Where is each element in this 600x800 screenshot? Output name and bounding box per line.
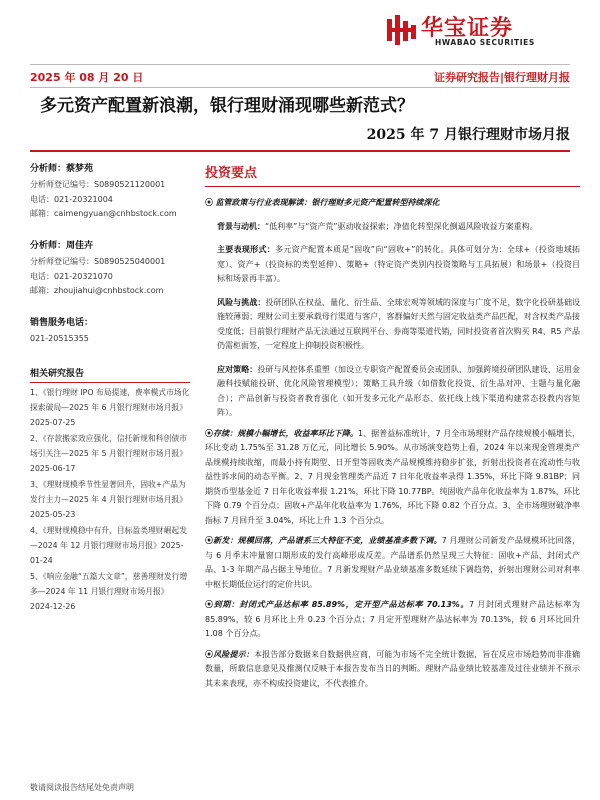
section-title: 新发：规模回落，产品谱系三大特征不变，业绩基准多数下调。: [213, 536, 442, 545]
analyst-cert: 分析师登记编号：S0890521120001: [30, 180, 166, 189]
related-report-item[interactable]: 2、《存款搬家效应强化，信托新规和科创债市场引关注—2025 年 5 月银行理财市场月报》2025-06-17: [30, 434, 187, 473]
section-new-issuance: [205, 534, 580, 592]
section-policy: [205, 196, 580, 211]
report-meta-bar: [30, 64, 570, 88]
sub-text: “低利率”与“资产荒”驱动收益探索；净值化转型深化倒逼风险收益方案重构。: [265, 221, 538, 231]
related-report-item[interactable]: 3、《理财规模季节性显著回升，固收+产品为发行主力—2025 年 4 月银行理财市场月报》2025-05-23: [30, 480, 187, 519]
bullet-icon: ⦿: [205, 428, 213, 438]
section-text: 1、据普益标准统计，7 月全市场理财产品存续规模小幅增长，环比变动 1.75%至 31.28 万亿元，同比增长 5.90%。从市场演变趋势上看，2024 年以来现金管理类产品规模持续收缩，而最小持有期型、日开型等固收类产品规模维持稳步扩张，折射出投资者在流动性与收益性诉求间的动态平衡。2、7 月现金管理类产品近 7 日年化收益率录得 1.35%，环比下降 9.81BP；同期货币型基金近 7 日年化收益率报 1.21%，环比下降 10.77BP。纯固收产品年化收益率为 1.87%，环比下降 0.79 个百分点；固收+产品年化收益率为 1.76%，环比下降 0.82 个百分点。3、全市场理财破净率指标 7 月回升至 3.04%，环比上升 1.3 个百分点。: [205, 428, 580, 525]
brand-name-cn: 华宝证券: [421, 16, 514, 41]
analyst-email[interactable]: 邮箱：caimengyuan@cnhbstock.com: [30, 209, 177, 218]
bullet-icon: ⦿: [205, 600, 213, 609]
related-report-item[interactable]: 4、《理财规模稳中有升，目标盈类理财崛起发—2024 年 12 月银行理财市场月报》2025-01-24: [30, 526, 187, 565]
analyst-email[interactable]: 邮箱：zhoujiahui@cnhbstock.com: [30, 286, 164, 295]
sub-label: 风险与挑战：: [217, 297, 266, 307]
brand-logo-icon: [385, 13, 417, 47]
section-text: 7 月封闭式理财产品达标率为 85.89%，较 6 月环比上升 0.23 个百分点；7 月定开型理财产品达标率为 70.13%，较 6 月环比回升 1.08 个百分点。: [205, 600, 580, 638]
report-subtitle: 2025 年 7 月银行理财市场月报: [366, 127, 570, 143]
disclaimer-footer: 敬请阅读报告结尾处免责声明: [30, 783, 134, 792]
related-report-item[interactable]: 5、《响应金融“五篇大文章”，慈善理财发行增多—2024 年 11 月银行理财市场月报》2024-12-26: [30, 572, 188, 611]
analyst-cert: 分析师登记编号：S0890525040001: [30, 257, 166, 266]
sales-contact: [30, 315, 190, 347]
report-date: 2025 年 08 月 20 日: [30, 71, 144, 84]
sidebar: [30, 152, 190, 772]
bullet-icon: ⦿: [205, 649, 213, 659]
analyst-phone: 电话：021-20321004: [30, 194, 113, 204]
sub-text: 多元资产配置本质是“固收”向“固收+”的转化。具体可划分为：全球+（投资地域拓宽）、资产+（投资标的类型延伸）、策略+（特定资产类别内投资策略与工具拓展）和场景+（投资目标和场景再丰富）。: [217, 245, 581, 283]
report-title: 多元资产配置新浪潮，银行理财涌现哪些新范式？: [40, 96, 414, 116]
main-content: [205, 152, 580, 772]
sales-label: 销售服务电话：: [30, 318, 94, 328]
section-risk-warning: [205, 648, 580, 692]
section-title: 存续：规模小幅增长，收益率环比下降。: [213, 428, 358, 438]
investment-body: [205, 192, 580, 691]
sub-text: 投研团队在权益、量化、衍生品、全球宏观等领域的深度与广度不足，数字化投研基础设施较薄弱；理财公司主要承载母行渠道与客户，客群偏好天然与固定收益类产品匹配，对含权类产品接受度低；目前银行理财产品无法通过互联网平台、券商等渠道代销，同时投资者首次购买 R4、R5 产品仍需柜面签，一定程度上抑制投资积极性。: [217, 297, 581, 350]
report-type: 证券研究报告|银行理财月报: [433, 71, 570, 84]
investment-divider: [205, 186, 580, 187]
sub-text: 投研与风控体系重塑（加设立专职资产配置委员会或团队、加强跨境投研团队建设、运用金融科技赋能投研、优化风险管理模型）；策略工具升级（如借数化投资、衍生品对冲、主题与量化融合）；产品创新与投资者教育强化（如开发多元化产品形态、依托线上线下渠道构建常态投教内容矩阵）。: [217, 364, 580, 417]
analyst-card: [30, 238, 190, 299]
section-title: 监管政策与行业表现解读：银行理财多元资产配置转型持续深化: [215, 198, 440, 207]
section-text: 本报告部分数据来自数据供应商，可能为市场不完全统计数据，旨在反应市场趋势而非准确数量，所载信息意见及推测仅反映于本报告发布当日的判断。理财产品业绩比较基准及过往业绩并不预示其未来表现，亦不构成投资建议，不代表推介。: [205, 649, 580, 688]
brand-logo: [385, 10, 570, 56]
subsection-response: [205, 363, 580, 421]
section-outstanding: [205, 427, 580, 529]
sub-label: 应对策略：: [217, 364, 258, 374]
analyst-name: 分析师：周佳卉: [30, 241, 94, 251]
sub-label: 背景与动机：: [217, 221, 265, 231]
sub-label: 主要表现形式：: [217, 245, 276, 254]
section-title: 风险提示：: [213, 649, 254, 659]
sales-phone: 021-20515355: [30, 334, 89, 343]
analyst-card: [30, 161, 190, 222]
related-reports-heading: 相关研究报告: [30, 366, 190, 383]
related-report-item[interactable]: 1、《银行理财 IPO 布局提速，费率模式市场化探索破局—2025 年 6 月银行理财市场月报》2025-07-25: [30, 388, 190, 427]
subsection-risks: [205, 296, 580, 354]
related-reports-list: [30, 385, 190, 615]
brand-name-en: HWABAO SECURITIES: [435, 38, 535, 47]
analyst-phone: 电话：021-20321070: [30, 271, 113, 281]
bullet-icon: ⦿: [205, 536, 213, 545]
subsection-forms: [205, 243, 580, 287]
investment-highlights-heading: 投资要点: [205, 166, 258, 181]
section-text: 7 月理财公司新发产品规模环比回落，与 6 月季末冲量窗口期形成的发行高峰形成反差。产品谱系仍然呈现三大特征：固收+产品、封闭式产品、1-3 年期产品占据主导地位。7 月新发理财产品业绩基准多数延续下调趋势，折射出理财公司对利率中枢长期低位运行的定价共识。: [205, 536, 580, 589]
section-maturity: [205, 598, 580, 642]
section-title: 到期：封闭式产品达标率 85.89%，定开型产品达标率 70.13%。: [213, 600, 470, 609]
subsection-background: [205, 220, 580, 235]
analyst-name: 分析师：蔡梦苑: [30, 164, 94, 174]
bullet-icon: ⦿: [205, 198, 213, 207]
